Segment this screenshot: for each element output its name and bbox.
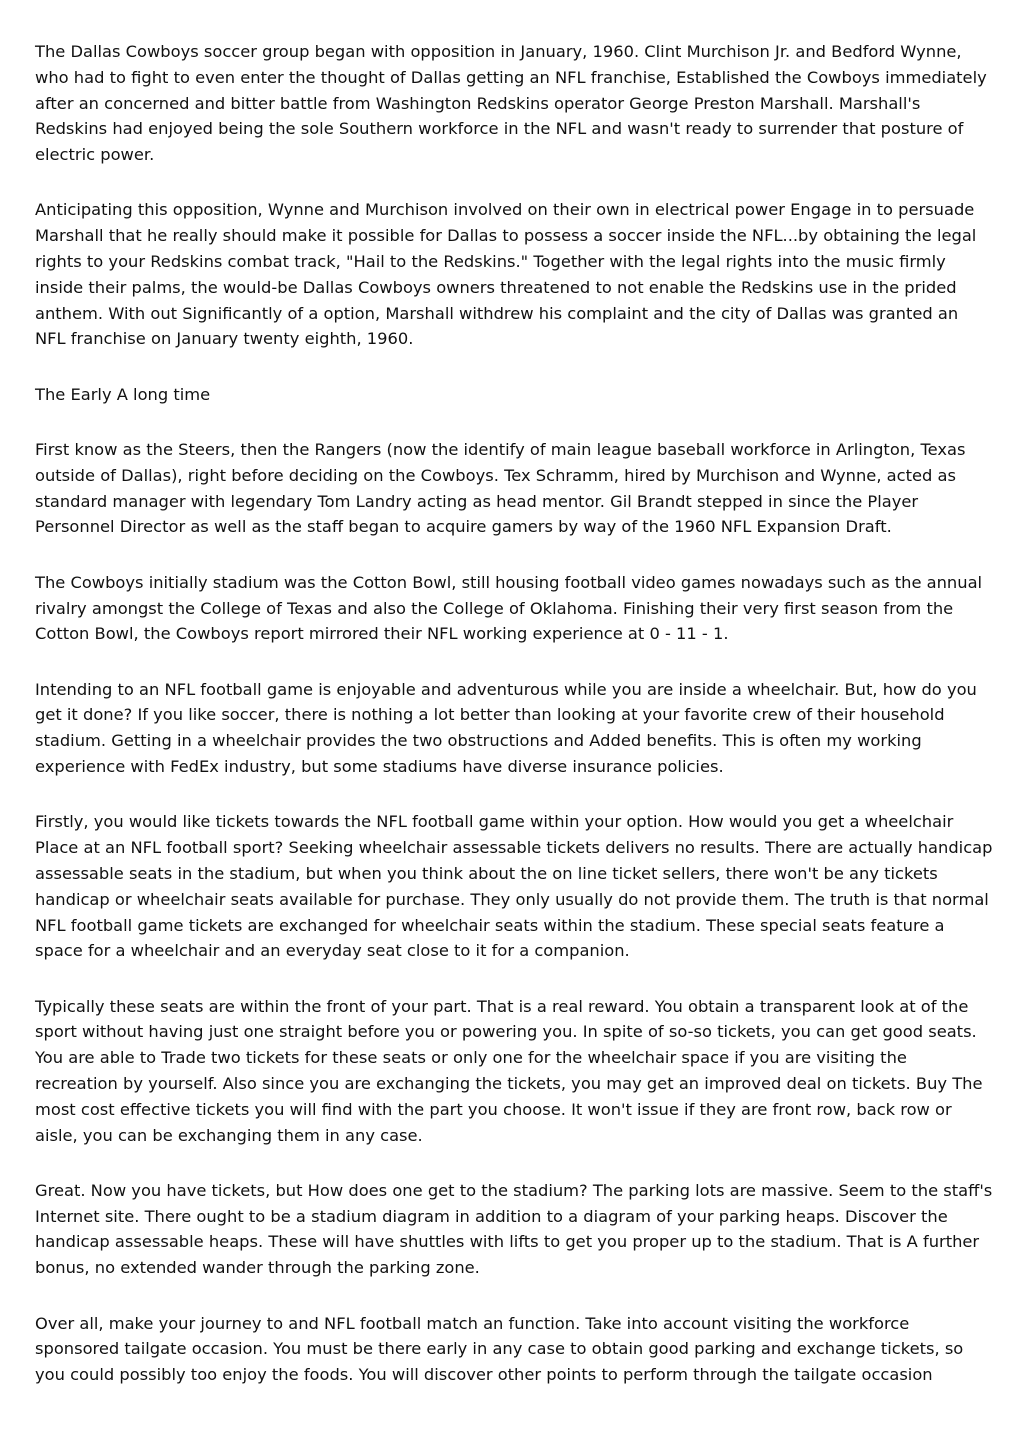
paragraph-tailgate: Over all, make your journey to and NFL football match an function. Take into account visiting the workforce sponsored tailgate occasion. You must be there early in any case to obtain good parking and exchange tickets, so you could possibly too enjoy the foods. You will discover other points to perform through the tailgate occasion	[35, 1313, 964, 1385]
paragraph-team-names: First know as the Steers, then the Rangers (now the identify of main league baseball workforce in Arlington, Texas outside of Dallas), right before deciding on the Cowboys. Tex Schramm, hired by Murchison and Wynne, acted as standard manager with legendary Tom Landry acting as head mentor. Gil Brandt stepped in since the Player Personnel Director as well as the staff began to acquire gamers by way of the 1960 NFL Expansion Draft.	[35, 440, 966, 537]
paragraph-cotton-bowl: The Cowboys initially stadium was the Cotton Bowl, still housing football video games nowadays such as the annual rivalry amongst the College of Texas and also the College of Oklahoma. Finishing their very first season from the Cotton Bowl, the Cowboys report mirrored their NFL working experience at 0 - 11 - 1.	[35, 572, 983, 644]
paragraph-parking: Great. Now you have tickets, but How does one get to the stadium? The parking lots are massive. Seem to the staff's Internet site. There ought to be a stadium diagram in addition to a diagram of your parking heaps. Discover the handicap assessable heaps. These will have shuttles with lifts to get you proper up to the stadium. That is A further bonus, no extended wander through the parking zone.	[35, 1180, 993, 1278]
paragraph-fight-song: Anticipating this opposition, Wynne and Murchison involved on their own in electrical power Engage in to persuade Marshall that he really should make it possible for Dallas to possess a soccer inside the NFL...by obtaining the legal rights to your Redskins combat track, "Hail to the Redskins." Together with the legal rights into the music firmly inside their palms, the would-be Dallas Cowboys owners threatened to not enable the Redskins use in the prided anthem. With out Significantly of a option, Marshall withdrew his complaint and the city of Dallas was granted an NFL franchise on January twenty eighth, 1960.	[35, 200, 977, 349]
paragraph-cowboys-origin: The Dallas Cowboys soccer group began with opposition in January, 1960. Clint Murchison Jr. and Bedford Wynne, who had to fight to even enter the thought of Dallas getting an NFL franchise, Established the Cowboys immediately after an concerned and bitter battle from Washington Redskins operator George Preston Marshall. Marshall's Redskins had enjoyed being the sole Southern workforce in the NFL and wasn't ready to surrender that posture of electric power.	[35, 42, 987, 165]
section-heading-early-years: The Early A long time	[35, 384, 211, 404]
document-body	[35, 39, 993, 1417]
paragraph-wheelchair-intro: Intending to an NFL football game is enjoyable and adventurous while you are inside a wheelchair. But, how do you get it done? If you like soccer, there is nothing a lot better than looking at your favorite crew of their household stadium. Getting in a wheelchair provides the two obstructions and Added benefits. This is often my working experience with FedEx industry, but some stadiums have diverse insurance policies.	[35, 679, 977, 777]
paragraph-tickets: Firstly, you would like tickets towards the NFL football game within your option. How would you get a wheelchair Place at an NFL football sport? Seeking wheelchair assessable tickets delivers no results. There are actually handicap assessable seats in the stadium, but when you think about the on line ticket sellers, there won't be any tickets handicap or wheelchair seats available for purchase. They only usually do not provide them. The truth is that normal NFL football game tickets are exchanged for wheelchair seats within the stadium. These special seats feature a space for a wheelchair and an everyday seat close to it for a companion.	[35, 812, 993, 961]
paragraph-seats: Typically these seats are within the front of your part. That is a real reward. You obtain a transparent look at of the sport without having just one straight before you or powering you. In spite of so-so tickets, you can get good seats. You are able to Trade two tickets for these seats or only one for the wheelchair space if you are visiting the recreation by yourself. Also since you are exchanging the tickets, you may get an improved deal on tickets. Buy The most cost effective tickets you will find with the part you choose. It won't issue if they are front row, back row or aisle, you can be exchanging them in any case.	[35, 996, 983, 1145]
